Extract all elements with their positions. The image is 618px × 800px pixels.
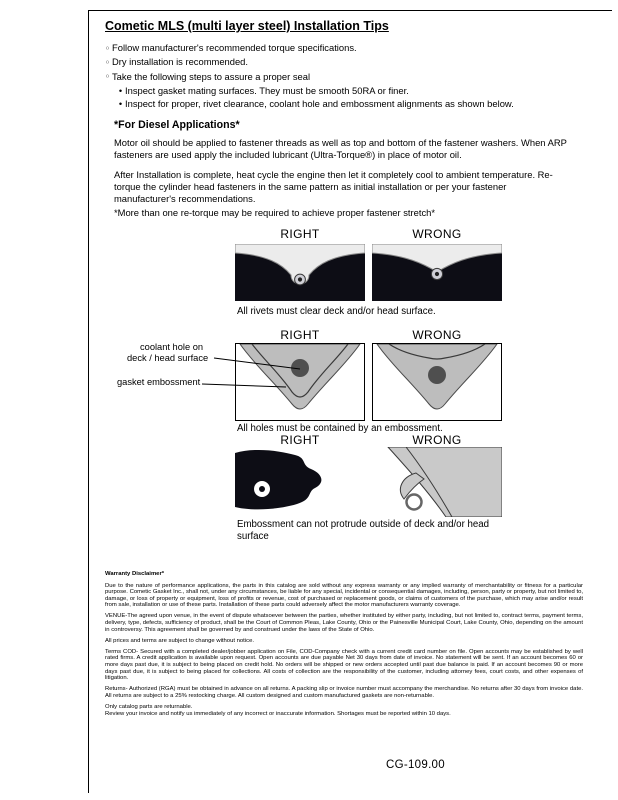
tip-text: Inspect gasket mating surfaces. They must be smooth 50RA or finer. (125, 85, 409, 97)
document-number: CG-109.00 (386, 759, 445, 771)
list-item (103, 71, 514, 85)
protrusion-wrong-illustration (372, 447, 502, 517)
list-item (116, 85, 514, 97)
filled-bullet-icon: • (118, 86, 123, 97)
row2-caption: All holes must be contained by an embossment. (237, 423, 443, 434)
warranty-disclaimer-heading: Warranty Disclaimer* (105, 571, 165, 577)
rivet-wrong-illustration (372, 244, 502, 301)
open-bullet-icon: ○ (105, 58, 110, 66)
right-label-row1: RIGHT (280, 227, 320, 241)
right-label-row3: RIGHT (280, 433, 320, 447)
legal-paragraph: Terms COD- Secured with a completed dealer/jobber application on File, COD-Company check with a current credit card number on file. Open accounts may be established by well rated firms. A credit application is available upon request. Open accounts are due payable Net 30 days from date of invoice. No statement will be sent. If an account becomes 60 or more days past due, it is subject to being placed on credit hold. No orders will be shipped or new orders accepted until past due balance is paid. If an account becomes 90 or more days past due, it is subject to being placed for collections. All costs of collection are the responsibility of the customer, including attorney fees, court costs, and other expenses of litigation. (105, 648, 583, 682)
legal-paragraph: Review your invoice and notify us immediately of any incorrect or inaccurate information. Shortages must be reported within 10 days. (105, 710, 451, 717)
left-border-rule (88, 10, 89, 793)
legal-paragraph: All prices and terms are subject to change without notice. (105, 637, 254, 644)
embossment-right-figure (235, 343, 365, 421)
rivet-right-illustration (235, 244, 365, 301)
wrong-label-row3: WRONG (412, 433, 462, 447)
coolant-hole-callout-line2: deck / head surface (127, 353, 209, 363)
row1-caption: All rivets must clear deck and/or head surface. (237, 306, 436, 317)
list-item (103, 56, 514, 70)
wrong-label-row1: WRONG (412, 227, 462, 241)
diesel-applications-heading: *For Diesel Applications* (114, 119, 240, 131)
retorque-note: *More than one re-torque may be required to achieve proper fastener stretch* (114, 207, 436, 218)
tip-text: Inspect for proper, rivet clearance, coolant hole and embossment alignments as shown below. (125, 97, 514, 109)
row3-caption: Embossment can not protrude outside of deck and/or head surface (237, 519, 490, 543)
open-bullet-icon: ○ (105, 73, 110, 81)
filled-bullet-icon: • (118, 98, 123, 109)
gasket-embossment-callout: gasket embossment (117, 377, 201, 387)
installation-tips-list (103, 42, 514, 110)
tip-text: Follow manufacturer's recommended torque specifications. (112, 42, 357, 53)
top-border-rule (88, 10, 612, 11)
rivet-wrong-figure (372, 244, 502, 301)
list-item (116, 98, 514, 110)
legal-paragraph: Only catalog parts are returnable. (105, 704, 193, 710)
tip-text: Take the following steps to assure a proper seal (112, 70, 311, 82)
embossment-wrong-illustration (373, 344, 501, 420)
embossment-right-illustration (236, 344, 364, 420)
legal-paragraph: Returns- Authorized (RGA) must be obtained in advance on all returns. A packing slip or invoice number must accompany the merchandise. No returns after 30 days from invoice date. All returns are subject to a 25% restocking charge. All custom designed and custom manufactured gaskets are non-returnable. (105, 686, 583, 699)
rivet-right-figure (235, 244, 365, 301)
legal-block (105, 571, 583, 722)
diesel-paragraph-2: After Installation is complete, heat cycle the engine then let it completely cool to ambient temperature. Re-torque the cylinder head fasteners in the same pattern as initial installation or per your fastener manufacturer's recommendations. (114, 169, 553, 205)
open-bullet-icon: ○ (105, 44, 110, 52)
legal-paragraph: VENUE-The agreed upon venue, in the event of dispute whatsoever between the parties, whether instituted by either party, including, but not limited to, contract terms, payment terms, delivery, type, defects, sufficiency of product, shall be the Court of Common Pleas, Lake County, Ohio or the Painesville Municipal Court, Lake County, Ohio, depending on the amount in controversy. This agreement shall be governed by and construed under the laws of the State of Ohio. (105, 613, 583, 633)
embossment-wrong-figure (372, 343, 502, 421)
wrong-label-row2: WRONG (412, 328, 462, 342)
coolant-hole-callout-line1: coolant hole on (140, 342, 204, 352)
diesel-paragraph-1: Motor oil should be applied to fastener threads as well as top and bottom of the fastener washers. When ARP fasteners are used apply the included lubricant (Ultra-Torque®) in place of motor oil. (114, 137, 567, 161)
legal-paragraph: Due to the nature of performance applications, the parts in this catalog are sold without any express warranty or any implied warranty of merchantability or fitness for a particular purpose. Cometic Gasket Inc., shall not, under any circumstances, be liable for any special, incidental or consequential damages, including, person, party or property, but not limited to, damage, or loss of property or equipment, loss of profits or revenue, cost of purchased or replacement goods, or claims of customers of the purchase, which may arise and/or result from sale, installation or use of these parts. Installation of these parts could adversely affect the motor manufacturers warranty coverage. (105, 582, 583, 609)
tip-text: Dry installation is recommended. (112, 56, 248, 68)
page-title: Cometic MLS (multi layer steel) Installation Tips (105, 19, 389, 33)
protrusion-right-figure (235, 447, 365, 517)
right-label-row2: RIGHT (280, 328, 320, 342)
protrusion-wrong-figure (372, 447, 502, 517)
protrusion-right-illustration (235, 447, 365, 517)
list-item (103, 42, 514, 56)
